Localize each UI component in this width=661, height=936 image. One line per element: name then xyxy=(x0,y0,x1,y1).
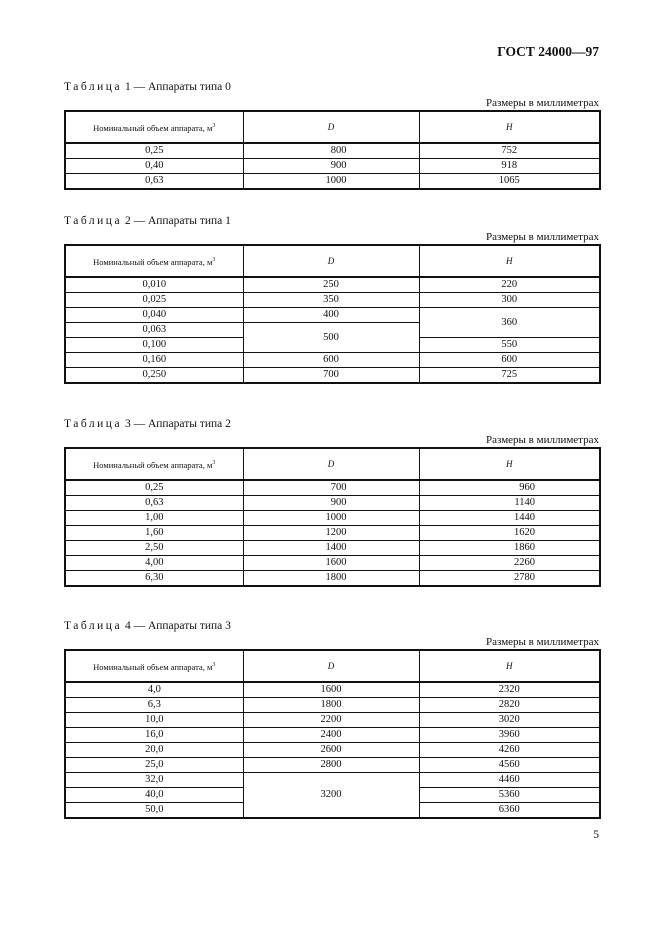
table-row xyxy=(65,368,600,384)
cell-h: 4460 xyxy=(419,773,600,788)
table-row xyxy=(65,773,600,788)
table-4-units: Размеры в миллиметрах xyxy=(486,636,599,648)
cell-d: 1200 xyxy=(243,526,419,541)
cell-volume: 0,250 xyxy=(65,368,243,384)
table-1 xyxy=(64,110,601,190)
cell-d: 1000 xyxy=(243,174,419,190)
cell-volume: 0,063 xyxy=(65,323,243,338)
table-row xyxy=(65,277,600,293)
cell-d: 1000 xyxy=(243,511,419,526)
header-d: D xyxy=(243,245,419,277)
table-row xyxy=(65,159,600,174)
table-4-label: Таблица xyxy=(64,620,123,632)
cell-volume: 6,3 xyxy=(65,698,243,713)
table-1-units: Размеры в миллиметрах xyxy=(486,97,599,109)
cell-volume: 50,0 xyxy=(65,803,243,819)
table-4 xyxy=(64,649,601,819)
cell-d: 1800 xyxy=(243,571,419,587)
table-row xyxy=(65,682,600,698)
cell-h: 2320 xyxy=(419,682,600,698)
cell-h: 6360 xyxy=(419,803,600,819)
header-h: H xyxy=(419,245,600,277)
table-row xyxy=(65,728,600,743)
table-3-caption xyxy=(64,417,599,431)
table-row xyxy=(65,496,600,511)
cell-volume: 0,63 xyxy=(65,496,243,511)
cell-volume: 16,0 xyxy=(65,728,243,743)
cell-d: 800 xyxy=(243,143,419,159)
cell-d: 600 xyxy=(243,353,419,368)
table-3-units: Размеры в миллиметрах xyxy=(486,434,599,446)
cell-h: 550 xyxy=(419,338,600,353)
table-3-number: 3 xyxy=(124,418,131,430)
header-volume: Номинальный объем аппарата, $м^3$ xyxy=(65,650,243,682)
cell-volume: 0,40 xyxy=(65,159,243,174)
cell-h: 3960 xyxy=(419,728,600,743)
table-4-number: 4 xyxy=(124,620,131,632)
cell-volume: 25,0 xyxy=(65,758,243,773)
document-id: ГОСТ 24000—97 xyxy=(497,44,599,59)
cell-h: 960 xyxy=(419,480,600,496)
table-1-caption xyxy=(64,80,599,94)
table-2 xyxy=(64,244,601,384)
cell-d: 1800 xyxy=(243,698,419,713)
header-d: D xyxy=(243,111,419,143)
table-row xyxy=(65,713,600,728)
table-3-title: — Аппараты типа 2 xyxy=(133,418,231,430)
cell-h: 752 xyxy=(419,143,600,159)
cell-volume: 0,25 xyxy=(65,480,243,496)
cell-h: 600 xyxy=(419,353,600,368)
cell-h: 4560 xyxy=(419,758,600,773)
cell-h: 1620 xyxy=(419,526,600,541)
cell-h: 918 xyxy=(419,159,600,174)
cell-d: 1600 xyxy=(243,556,419,571)
table-2-label: Таблица xyxy=(64,215,123,227)
header-h: H xyxy=(419,448,600,480)
cell-volume: 10,0 xyxy=(65,713,243,728)
cell-d: 250 xyxy=(243,277,419,293)
table-row xyxy=(65,480,600,496)
table-4-title: — Аппараты типа 3 xyxy=(133,620,231,632)
table-row xyxy=(65,541,600,556)
cell-volume: 0,63 xyxy=(65,174,243,190)
page-number: 5 xyxy=(593,829,599,841)
table-header-row xyxy=(65,650,600,682)
table-3 xyxy=(64,447,601,587)
cell-d: 700 xyxy=(243,368,419,384)
table-1-title: — Аппараты типа 0 xyxy=(133,81,231,93)
cell-d: 3200 xyxy=(243,773,419,819)
cell-volume: 2,50 xyxy=(65,541,243,556)
cell-d: 700 xyxy=(243,480,419,496)
cell-d: 500 xyxy=(243,323,419,353)
header-volume: Номинальный объем аппарата, $м^3$ xyxy=(65,245,243,277)
table-row xyxy=(65,308,600,323)
cell-d: 900 xyxy=(243,159,419,174)
table-4-caption xyxy=(64,619,599,633)
table-2-block xyxy=(64,214,599,384)
cell-volume: 0,25 xyxy=(65,143,243,159)
cell-volume: 32,0 xyxy=(65,773,243,788)
table-row xyxy=(65,511,600,526)
table-row xyxy=(65,353,600,368)
cell-volume: 1,00 xyxy=(65,511,243,526)
cell-d: 1600 xyxy=(243,682,419,698)
cell-h: 2780 xyxy=(419,571,600,587)
table-2-caption xyxy=(64,214,599,228)
header-d: D xyxy=(243,650,419,682)
cell-d: 400 xyxy=(243,308,419,323)
table-row xyxy=(65,698,600,713)
cell-volume: 0,010 xyxy=(65,277,243,293)
cell-h: 4260 xyxy=(419,743,600,758)
cell-h: 5360 xyxy=(419,788,600,803)
cell-h: 1065 xyxy=(419,174,600,190)
header-h: H xyxy=(419,650,600,682)
cell-d: 350 xyxy=(243,293,419,308)
cell-volume: 6,30 xyxy=(65,571,243,587)
table-2-title: — Аппараты типа 1 xyxy=(133,215,231,227)
cell-volume: 40,0 xyxy=(65,788,243,803)
cell-volume: 0,100 xyxy=(65,338,243,353)
cell-h: 2820 xyxy=(419,698,600,713)
cell-d: 2200 xyxy=(243,713,419,728)
header-volume: Номинальный объем аппарата, $м^3$ xyxy=(65,448,243,480)
table-row xyxy=(65,526,600,541)
header-d: D xyxy=(243,448,419,480)
cell-volume: 0,025 xyxy=(65,293,243,308)
table-header-row xyxy=(65,245,600,277)
cell-h: 1440 xyxy=(419,511,600,526)
table-row xyxy=(65,556,600,571)
table-3-block xyxy=(64,417,599,587)
cell-volume: 0,160 xyxy=(65,353,243,368)
cell-d: 2600 xyxy=(243,743,419,758)
cell-volume: 1,60 xyxy=(65,526,243,541)
table-3-label: Таблица xyxy=(64,418,123,430)
cell-h: 220 xyxy=(419,277,600,293)
table-row xyxy=(65,758,600,773)
table-row xyxy=(65,571,600,587)
table-1-number: 1 xyxy=(124,81,131,93)
cell-d: 2800 xyxy=(243,758,419,773)
cell-h: 3020 xyxy=(419,713,600,728)
cell-volume: 0,040 xyxy=(65,308,243,323)
table-row xyxy=(65,743,600,758)
cell-h: 1140 xyxy=(419,496,600,511)
cell-h: 725 xyxy=(419,368,600,384)
table-4-block xyxy=(64,619,599,819)
cell-h: 2260 xyxy=(419,556,600,571)
cell-d: 1400 xyxy=(243,541,419,556)
table-row xyxy=(65,143,600,159)
cell-h: 1860 xyxy=(419,541,600,556)
cell-d: 900 xyxy=(243,496,419,511)
table-header-row xyxy=(65,448,600,480)
cell-h: 360 xyxy=(419,308,600,338)
table-2-number: 2 xyxy=(124,215,131,227)
header-h: H xyxy=(419,111,600,143)
table-row xyxy=(65,293,600,308)
table-1-label: Таблица xyxy=(64,81,123,93)
table-1-block xyxy=(64,80,599,190)
cell-h: 300 xyxy=(419,293,600,308)
table-row xyxy=(65,174,600,190)
header-volume: Номинальный объем аппарата, $м^3$ xyxy=(65,111,243,143)
table-header-row xyxy=(65,111,600,143)
cell-volume: 4,0 xyxy=(65,682,243,698)
cell-d: 2400 xyxy=(243,728,419,743)
table-2-units: Размеры в миллиметрах xyxy=(486,231,599,243)
cell-volume: 4,00 xyxy=(65,556,243,571)
cell-volume: 20,0 xyxy=(65,743,243,758)
